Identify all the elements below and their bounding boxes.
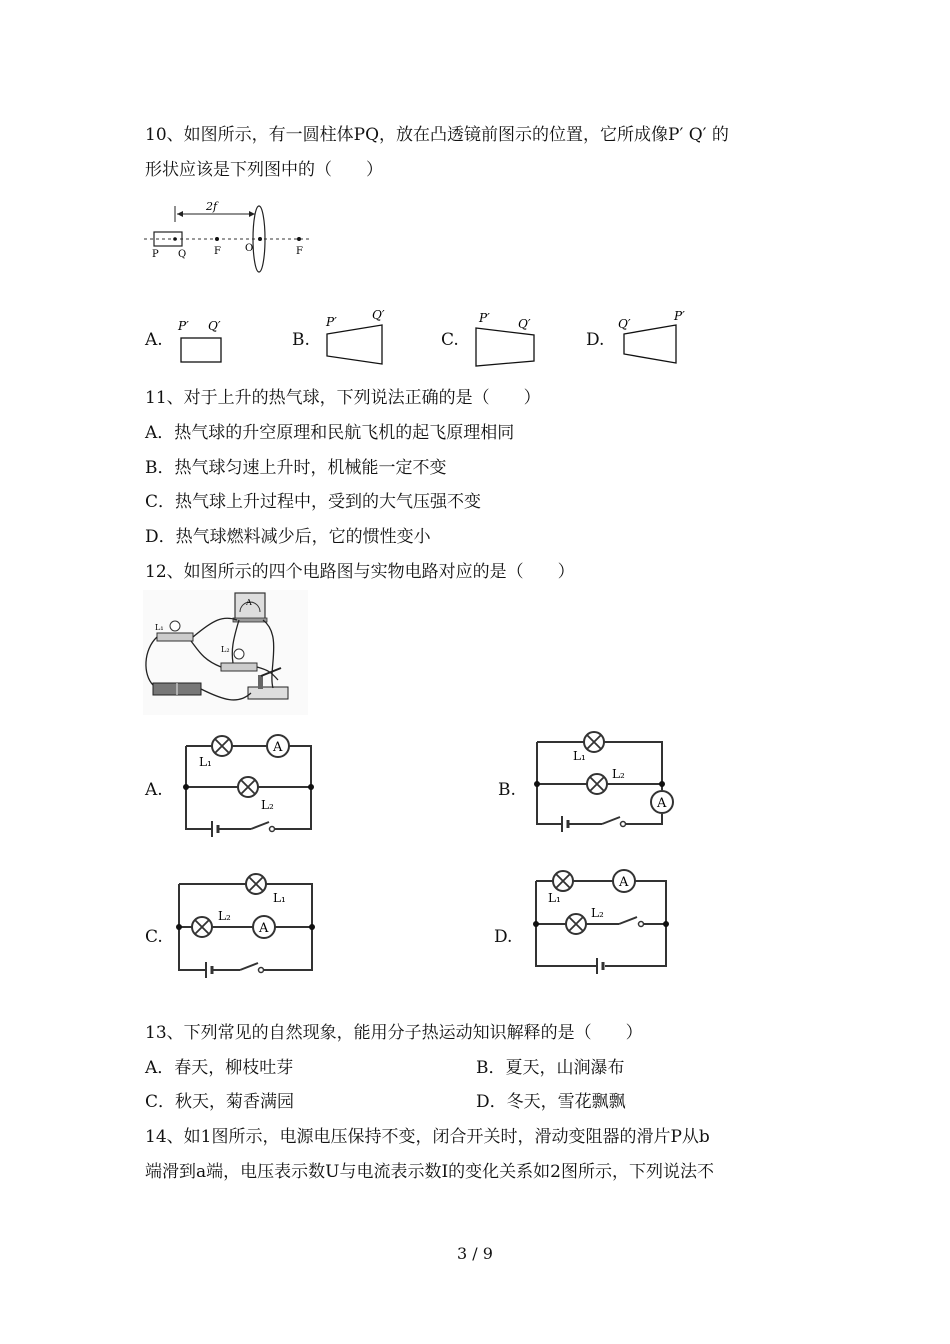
q12-option-a-circuit (183, 733, 323, 833)
q11-option-c: C．热气球上升过程中，受到的大气压强不变 (145, 492, 482, 512)
svg-text:A: A (273, 740, 283, 755)
q10-stem-line2: 形状应该是下列图中的（ ） (145, 160, 383, 180)
q12-option-a-key: A. (145, 780, 163, 800)
label-o: O (245, 243, 254, 254)
q10-option-c-image (471, 306, 541, 368)
q12-option-c-key: C. (145, 927, 163, 947)
q12-option-b-circuit (534, 728, 684, 833)
svg-text:Q′: Q′ (372, 308, 385, 322)
svg-text:Q′: Q′ (518, 317, 531, 331)
q10-option-d-image (616, 306, 696, 368)
q11-option-b: B．热气球匀速上升时，机械能一定不变 (145, 458, 447, 478)
svg-text:P′: P′ (326, 315, 337, 329)
q11-stem: 11、对于上升的热气球，下列说法正确的是（ ） (145, 388, 541, 408)
svg-text:A: A (259, 921, 269, 936)
svg-text:P′: P′ (178, 319, 189, 333)
label-f-right: F (296, 246, 303, 257)
lens-diagram (142, 196, 342, 276)
svg-text:L₁: L₁ (273, 891, 286, 905)
q10-option-b-key: B. (292, 330, 310, 350)
q10-option-b-image (322, 306, 392, 366)
svg-text:P′: P′ (479, 311, 490, 325)
svg-text:L₁: L₁ (548, 891, 561, 905)
svg-text:L₂: L₂ (261, 798, 274, 812)
svg-text:L₂: L₂ (612, 767, 625, 781)
q10-option-c-key: C. (441, 330, 459, 350)
label-q: Q (178, 249, 187, 260)
q11-option-d: D．热气球燃料减少后，它的惯性变小 (145, 527, 431, 547)
q13-option-c: C．秋天，菊香满园 (145, 1092, 295, 1112)
q14-stem-line2: 端滑到a端，电压表示数U与电流表示数I的变化关系如2图所示，下列说法不 (145, 1162, 714, 1182)
svg-text:L₂: L₂ (591, 906, 604, 920)
q10-stem-line1: 10、如图所示，有一圆柱体PQ，放在凸透镜前图示的位置，它所成像P′ Q′ 的 (145, 125, 729, 145)
svg-text:A: A (657, 796, 667, 811)
q10-option-d-key: D. (586, 330, 605, 350)
q13-option-b: B．夏天，山涧瀑布 (476, 1058, 625, 1078)
physical-circuit-photo (143, 590, 308, 715)
q10-option-a-key: A. (145, 330, 163, 350)
svg-text:A: A (619, 875, 629, 890)
q12-option-d-key: D. (494, 927, 513, 947)
label-2f: 2f (206, 200, 218, 213)
q10-option-a-image (175, 316, 235, 366)
q12-option-c-circuit (176, 870, 326, 970)
svg-text:L₁: L₁ (199, 755, 212, 769)
svg-text:L₂: L₂ (221, 645, 230, 654)
svg-text:P′: P′ (674, 309, 685, 323)
label-f-left: F (214, 246, 221, 257)
label-p: P (152, 249, 159, 260)
q12-option-b-key: B. (498, 780, 516, 800)
svg-text:Q′: Q′ (618, 317, 631, 331)
page-number: 3 / 9 (457, 1244, 493, 1263)
q12-stem: 12、如图所示的四个电路图与实物电路对应的是（ ） (145, 562, 575, 582)
q14-stem-line1: 14、如1图所示，电源电压保持不变，闭合开关时，滑动变阻器的滑片P从b (145, 1127, 710, 1147)
q11-option-a: A．热气球的升空原理和民航飞机的起飞原理相同 (145, 423, 515, 443)
q13-option-a: A．春天，柳枝吐芽 (145, 1058, 294, 1078)
svg-text:L₁: L₁ (573, 749, 586, 763)
svg-text:L₂: L₂ (218, 909, 231, 923)
q12-option-d-circuit (533, 866, 683, 966)
svg-text:L₁: L₁ (155, 623, 164, 632)
q13-stem: 13、下列常见的自然现象，能用分子热运动知识解释的是（ ） (145, 1023, 643, 1043)
svg-text:Q′: Q′ (208, 319, 221, 333)
q13-option-d: D．冬天，雪花飘飘 (476, 1092, 626, 1112)
svg-text:A: A (246, 598, 252, 607)
